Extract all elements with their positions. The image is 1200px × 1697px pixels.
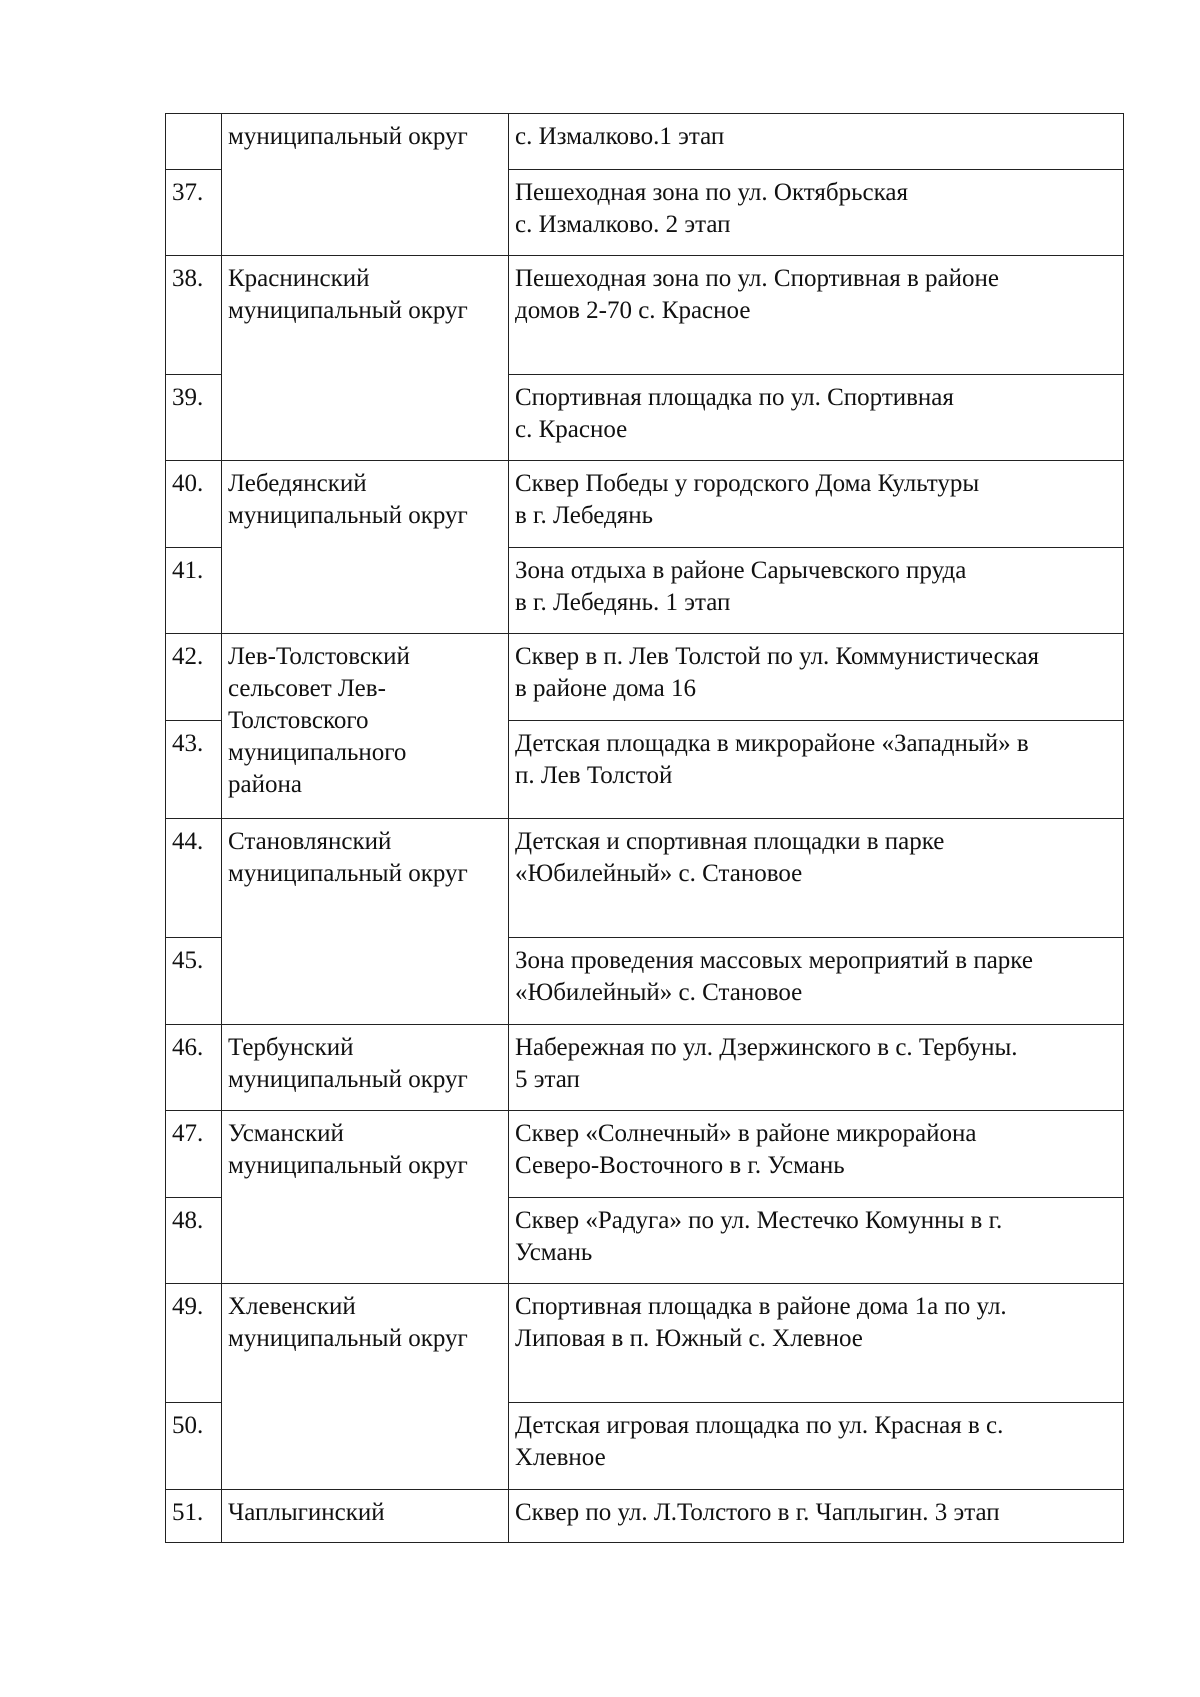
row-number: 45. <box>166 938 222 1025</box>
district-cell: Лебедянский муниципальный округ <box>222 461 509 634</box>
object-cell: Сквер по ул. Л.Толстого в г. Чаплыгин. 3 этап <box>509 1490 1124 1543</box>
object-cell: Набережная по ул. Дзержинского в с. Тербуны. 5 этап <box>509 1025 1124 1111</box>
district-cell: муниципальный округ <box>222 114 509 256</box>
row-number: 43. <box>166 721 222 819</box>
table-row <box>166 1111 1124 1198</box>
object-cell: Детская игровая площадка по ул. Красная в с. Хлевное <box>509 1403 1124 1490</box>
row-number: 49. <box>166 1284 222 1403</box>
object-cell: Сквер Победы у городского Дома Культуры в г. Лебедянь <box>509 461 1124 548</box>
table-row <box>166 634 1124 721</box>
district-cell: Краснинский муниципальный округ <box>222 256 509 461</box>
table-row <box>166 1284 1124 1403</box>
row-number: 48. <box>166 1198 222 1284</box>
row-number <box>166 114 222 170</box>
district-cell: Тербунский муниципальный округ <box>222 1025 509 1111</box>
table-row <box>166 1490 1124 1543</box>
row-number: 50. <box>166 1403 222 1490</box>
district-cell: Лев-Толстовский сельсовет Лев- Толстовского муниципального района <box>222 634 509 819</box>
table-row <box>166 256 1124 375</box>
district-cell: Чаплыгинский <box>222 1490 509 1543</box>
district-cell: Хлевенский муниципальный округ <box>222 1284 509 1490</box>
object-cell: Сквер «Радуга» по ул. Местечко Комунны в г. Усмань <box>509 1198 1124 1284</box>
row-number: 41. <box>166 548 222 634</box>
row-number: 39. <box>166 375 222 461</box>
row-number: 40. <box>166 461 222 548</box>
row-number: 47. <box>166 1111 222 1198</box>
object-cell: Сквер «Солнечный» в районе микрорайона Северо-Восточного в г. Усмань <box>509 1111 1124 1198</box>
object-cell: Детская площадка в микрорайоне «Западный» в п. Лев Толстой <box>509 721 1124 819</box>
object-cell: с. Измалково.1 этап <box>509 114 1124 170</box>
object-cell: Пешеходная зона по ул. Спортивная в районе домов 2-70 с. Красное <box>509 256 1124 375</box>
row-number: 44. <box>166 819 222 938</box>
improvement-objects-table <box>165 113 1124 1543</box>
object-cell: Сквер в п. Лев Толстой по ул. Коммунистическая в районе дома 16 <box>509 634 1124 721</box>
row-number: 37. <box>166 170 222 256</box>
object-cell: Спортивная площадка в районе дома 1а по ул. Липовая в п. Южный с. Хлевное <box>509 1284 1124 1403</box>
object-cell: Зона проведения массовых мероприятий в парке «Юбилейный» с. Становое <box>509 938 1124 1025</box>
object-cell: Зона отдыха в районе Сарычевского пруда в г. Лебедянь. 1 этап <box>509 548 1124 634</box>
district-cell: Становлянский муниципальный округ <box>222 819 509 1025</box>
row-number: 46. <box>166 1025 222 1111</box>
row-number: 42. <box>166 634 222 721</box>
object-cell: Спортивная площадка по ул. Спортивная с. Красное <box>509 375 1124 461</box>
object-cell: Детская и спортивная площадки в парке «Юбилейный» с. Становое <box>509 819 1124 938</box>
table-row <box>166 819 1124 938</box>
district-cell: Усманский муниципальный округ <box>222 1111 509 1284</box>
object-cell: Пешеходная зона по ул. Октябрьская с. Измалково. 2 этап <box>509 170 1124 256</box>
row-number: 51. <box>166 1490 222 1543</box>
table-row <box>166 114 1124 170</box>
table-row <box>166 1025 1124 1111</box>
table-row <box>166 461 1124 548</box>
row-number: 38. <box>166 256 222 375</box>
